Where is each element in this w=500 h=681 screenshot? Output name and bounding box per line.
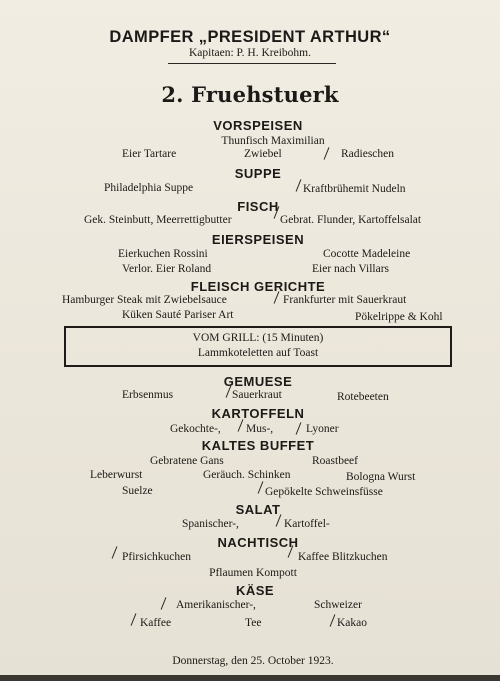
menu-item: Gekochte-, xyxy=(170,423,221,435)
tick-mark xyxy=(238,419,244,431)
section-title-kaltes: KALTES BUFFET xyxy=(201,438,315,453)
menu-item: Gepökelte Schweinsfüsse xyxy=(265,486,383,498)
tick-mark xyxy=(296,422,302,434)
menu-item: Pflaumen Kompott xyxy=(209,567,297,579)
menu-item: Amerikanischer-, xyxy=(176,599,256,611)
tick-mark xyxy=(296,179,302,191)
menu-item: Kartoffel- xyxy=(284,518,330,530)
menu-item: Gek. Steinbutt, Meerrettigbutter xyxy=(84,214,232,226)
captain-line: Kapitaen: P. H. Kreibohm. xyxy=(188,47,311,59)
section-title-fisch: FISCH xyxy=(237,199,279,214)
section-title-fleisch: FLEISCH GERICHTE xyxy=(190,279,326,294)
menu-item: Leberwurst xyxy=(90,469,143,481)
menu-item: Kakao xyxy=(337,617,368,629)
menu-item: Verlor. Eier Roland xyxy=(122,263,212,275)
menu-item: Suelze xyxy=(122,485,153,497)
section-title-eierspeisen: EIERSPEISEN xyxy=(211,232,305,247)
ship-name: DAMPFER „PRESIDENT ARTHUR“ xyxy=(109,28,391,46)
menu-item: Erbsenmus xyxy=(122,389,174,401)
tick-mark xyxy=(324,147,330,159)
page-edge xyxy=(0,675,500,681)
menu-item: Geräuch. Schinken xyxy=(203,469,291,481)
menu-item: Kaffee xyxy=(140,617,172,629)
menu-item: Zwiebel xyxy=(244,148,282,160)
menu-item: Hamburger Steak mit Zwiebelsauce xyxy=(62,294,227,306)
menu-item: Schweizer xyxy=(314,599,362,611)
section-title-kartoffeln: KARTOFFELN xyxy=(211,406,305,421)
meal-title: 2. Fruehstuerk xyxy=(161,82,339,107)
menu-item: Sauerkraut xyxy=(232,389,282,401)
menu-date: Donnerstag, den 25. October 1923. xyxy=(172,655,334,667)
menu-item: Gebratene Gans xyxy=(150,455,224,467)
section-title-vorspeisen: VORSPEISEN xyxy=(213,118,303,133)
menu-item: Pökelrippe & Kohl xyxy=(355,311,443,323)
menu-item: Mus-, xyxy=(246,423,274,435)
menu-item: Kaffee Blitzkuchen xyxy=(298,551,388,563)
menu-item: Kraftbrühemit Nudeln xyxy=(303,183,406,195)
section-title-gemuese: GEMUESE xyxy=(223,374,293,389)
menu-item: Küken Sauté Pariser Art xyxy=(122,309,234,321)
tick-mark xyxy=(161,597,167,609)
menu-item: Rotebeeten xyxy=(337,391,389,403)
menu-item: Pfirsichkuchen xyxy=(122,551,191,563)
menu-item: Tee xyxy=(245,617,262,629)
menu-item: Roastbeef xyxy=(312,455,358,467)
menu-item: Gebrat. Flunder, Kartoffelsalat xyxy=(280,214,422,226)
menu-item: Eier Tartare xyxy=(122,148,177,160)
menu-item: Thunfisch Maximilian xyxy=(221,135,325,147)
menu-item: Eierkuchen Rossini xyxy=(118,248,208,260)
menu-item: Cocotte Madeleine xyxy=(323,248,411,260)
menu-item: Spanischer-, xyxy=(182,518,239,530)
menu-item: Bologna Wurst xyxy=(346,471,416,483)
header-rule xyxy=(168,63,336,64)
menu-item: Lammkoteletten auf Toast xyxy=(197,347,319,359)
grill-title: VOM GRILL: (15 Minuten) xyxy=(192,332,324,344)
menu-item: Eier nach Villars xyxy=(312,263,390,275)
section-title-suppe: SUPPE xyxy=(234,166,282,181)
tick-mark xyxy=(112,546,118,558)
menu-item: Lyoner xyxy=(306,423,339,435)
menu-item: Philadelphia Suppe xyxy=(104,182,194,194)
tick-mark xyxy=(330,614,336,626)
menu-item: Radieschen xyxy=(341,148,395,160)
section-title-nachtisch: NACHTISCH xyxy=(217,535,299,550)
tick-mark xyxy=(131,613,137,625)
menu-item: Frankfurter mit Sauerkraut xyxy=(283,294,407,306)
section-title-kaese: KÄSE xyxy=(235,583,275,598)
tick-mark xyxy=(258,481,264,493)
section-title-salat: SALAT xyxy=(235,502,281,517)
